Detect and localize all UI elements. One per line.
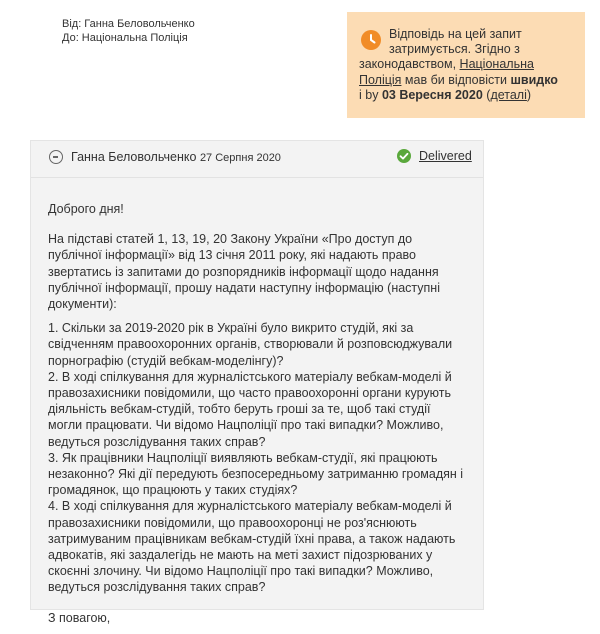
question-list xyxy=(48,320,468,595)
notice-line-4: Поліція мав би відповісти швидко xyxy=(359,72,558,87)
clock-icon xyxy=(361,30,381,50)
details-link[interactable]: деталі xyxy=(490,87,527,102)
message-sender xyxy=(71,150,281,164)
message-body xyxy=(48,201,468,634)
check-circle-icon xyxy=(397,149,411,163)
message-header xyxy=(31,141,483,178)
request-parties xyxy=(62,17,195,45)
greeting: Доброго дня! xyxy=(48,202,124,216)
notice-line-1: Відповідь на цей запит xyxy=(389,27,522,41)
message-card xyxy=(30,140,484,625)
question-item: 1. Скільки за 2019-2020 рік в Україні було викрито студій, які за свідченням правоохоронних органів, створювали й розповсюджували порнографію (студій вебкам-моделінгу)? xyxy=(48,321,453,368)
authority-link[interactable]: Національна xyxy=(459,57,534,72)
notice-line-2: затримується. Згідно з xyxy=(389,42,520,57)
notice-line-5: і by 03 Вересня 2020 (деталі) xyxy=(359,87,532,102)
closing: З повагою, xyxy=(48,610,111,625)
collapse-icon[interactable] xyxy=(49,150,63,164)
notice-text xyxy=(359,27,573,103)
message-date: 27 Серпня 2020 xyxy=(199,152,281,164)
quickly-label: швидко xyxy=(510,72,558,87)
delayed-response-notice xyxy=(347,12,585,118)
authority-link-2[interactable]: Поліція xyxy=(359,72,402,87)
notice-line-3: законодавством, Національна xyxy=(359,57,534,72)
to-line: До: Національна Поліція xyxy=(62,32,188,44)
question-item: 2. В ході спілкування для журналістського матеріалу вебкам-моделі й правозахисники повідомили, що часто правоохоронні органи курують діяльність вебкам-студій, тобто беруть гроші за те, щоб такі студії могли працювати. Чи відомо Нацполіції про такі випадки? Можливо, ведуться розслідування таких справ? xyxy=(48,369,452,449)
from-line: Від: Ганна Беловольченко xyxy=(62,18,195,30)
question-item: 3. Як працівники Нацполіції виявляють вебкам-студії, які працюють незаконно? Які дії передують безпосередньому затриманню громадян і громадянок, що працюють у таких студіях? xyxy=(48,450,464,498)
delivery-status-link[interactable]: Delivered xyxy=(419,149,472,163)
deadline-date: 03 Вересня 2020 xyxy=(381,87,483,102)
intro-paragraph: На підставі статей 1, 13, 19, 20 Закону України «Про доступ до публічної інформації» від 13 січня 2011 року, які надають право звертатись із запитами до розпорядників інформації щодо надання публічної інформації, прошу надати наступну інформацію (наступні документи): xyxy=(48,232,440,312)
question-item: 4. В ході спілкування для журналістського матеріалу вебкам-моделі й правозахисники повідомили, що правоохоронці не роз'яснюють затримуваним працівникам вебкам-студій їхні права, а також надають адвокатів, які заздалегідь не мають на меті захист підозрюваних у скоєнні злочину. Чи відомо Нацполіції про такі випадки? Можливо, ведуться розслідування таких справ? xyxy=(48,499,456,595)
sender-name: Ганна Беловольченко xyxy=(71,150,197,164)
